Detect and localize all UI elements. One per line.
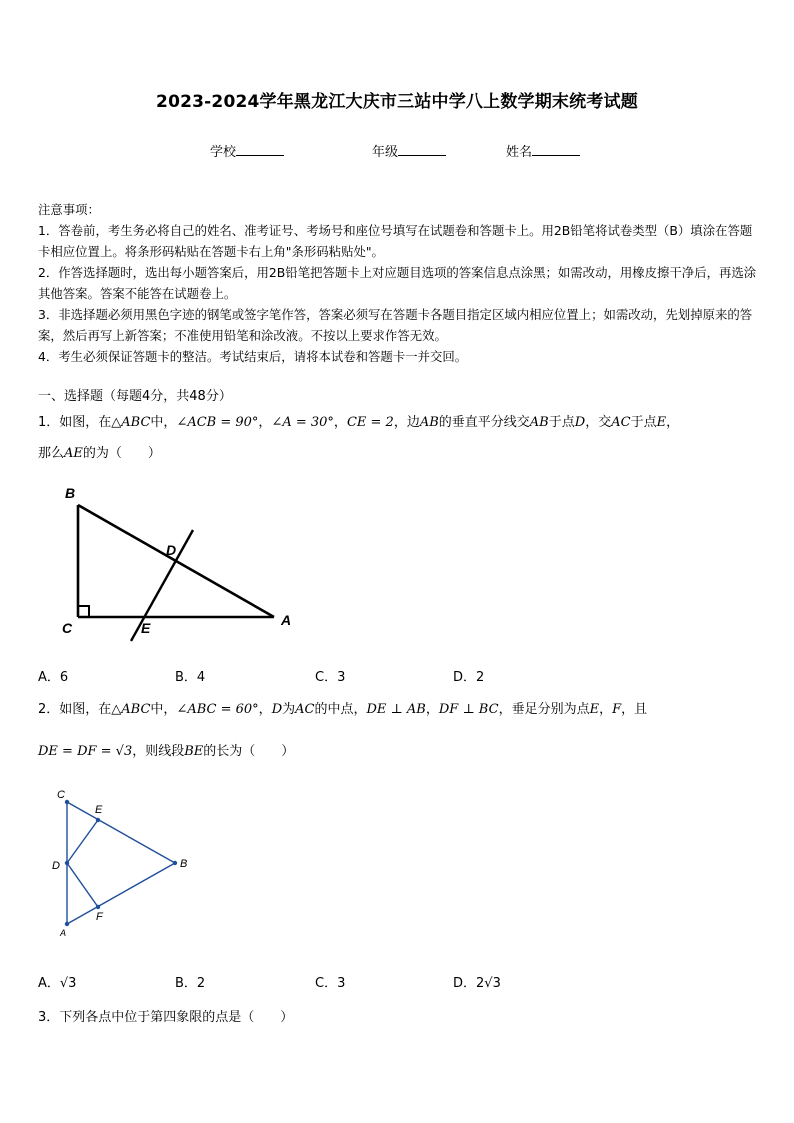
section-heading: 一、选择题（每题4分，共48分）	[38, 389, 232, 404]
notice-item: 1．答卷前，考生务必将自己的姓名、准考证号、考场号和座位号填写在试题卷和答题卡上。用2B铅笔将试卷类型（B）填涂在答题卡相应位置上。将条形码粘贴在答题卡右上角"条形码粘贴处"。	[38, 223, 753, 259]
q2-line1: 2．如图，在△ABC中，∠ABC = 60°，D为AC的中点，DE ⊥ AB，DF ⊥ BC，垂足分别为点E，F，且	[38, 702, 648, 717]
name-field	[506, 141, 580, 160]
label-E: E	[141, 620, 151, 636]
school-field	[210, 141, 284, 160]
q2-option-c: C．3	[315, 976, 346, 991]
page-title: 2023-2024学年黑龙江大庆市三站中学八上数学期末统考试题	[156, 92, 638, 112]
label-F: F	[96, 911, 103, 923]
q2-option-a: A．√3	[38, 976, 77, 991]
q2-line2: DE = DF = √3，则线段BE的长为（ ）	[38, 744, 295, 759]
label-D: D	[166, 542, 177, 558]
grade-field	[372, 141, 446, 160]
school-label: 学校	[210, 145, 237, 160]
notice-block	[38, 199, 758, 367]
q2-option-b: B．2	[175, 976, 206, 991]
grade-label: 年级	[372, 145, 399, 160]
school-blank	[236, 143, 284, 156]
label-B: B	[65, 485, 76, 501]
label-B: B	[180, 858, 188, 870]
q1-option-c: C．3	[315, 670, 346, 685]
q2-option-d: D．2√3	[453, 976, 501, 991]
label-A: A	[281, 612, 292, 628]
label-E: E	[95, 804, 103, 816]
label-C: C	[57, 789, 65, 801]
q3-line1: 3．下列各点中位于第四象限的点是（ ）	[38, 1010, 294, 1025]
label-A: A	[60, 928, 67, 938]
q1-figure	[50, 478, 310, 650]
grade-blank	[398, 143, 446, 156]
notice-item: 3．非选择题必须用黑色字迹的钢笔或签字笔作答，答案必须写在答题卡各题目指定区域内相应位置上；如需改动，先划掉原来的答案，然后再写上新答案；不准使用铅笔和涂改液。不按以上要求作答无效。	[38, 307, 753, 343]
notice-heading: 注意事项：	[38, 202, 100, 217]
q1-option-a: A．6	[38, 670, 69, 685]
label-D: D	[52, 860, 60, 872]
q1-option-d: D．2	[453, 670, 485, 685]
notice-item: 4．考生必须保证答题卡的整洁。考试结束后，请将本试卷和答题卡一并交回。	[38, 349, 468, 364]
q1-line1: 1．如图，在△ABC中，∠ACB = 90°，∠A = 30°，CE = 2，边AB的垂直平分线交AB于点D，交AC于点E，	[38, 415, 680, 430]
q2-figure	[45, 783, 205, 943]
name-label: 姓名	[506, 145, 533, 160]
notice-item: 2．作答选择题时，选出每小题答案后，用2B铅笔把答题卡上对应题目选项的答案信息点涂黑；如需改动，用橡皮擦干净后，再选涂其他答案。答案不能答在试题卷上。	[38, 265, 757, 301]
q1-option-b: B．4	[175, 670, 206, 685]
name-blank	[532, 143, 580, 156]
label-C: C	[62, 620, 73, 636]
q1-line2: 那么AE的为（ ）	[38, 446, 161, 461]
